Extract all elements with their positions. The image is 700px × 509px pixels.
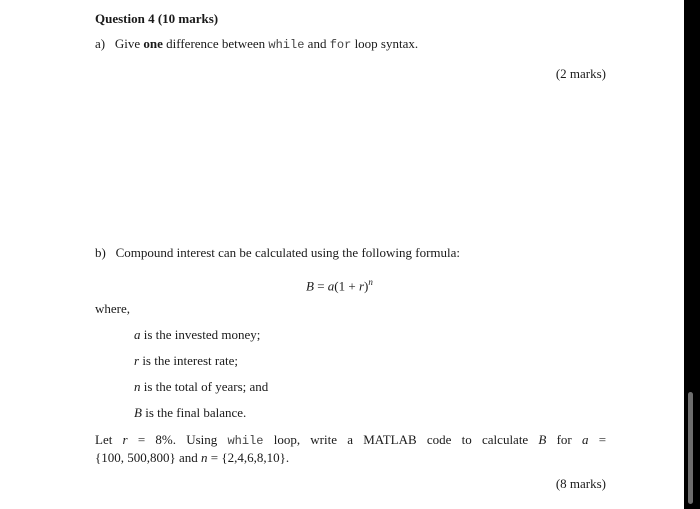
task-for: for bbox=[556, 432, 572, 447]
definition-b bbox=[134, 405, 246, 421]
part-a-label: a) bbox=[95, 36, 106, 51]
part-a-marks: (2 marks) bbox=[555, 66, 606, 81]
part-a-text-1: Give bbox=[114, 36, 141, 51]
formula-eq: = bbox=[317, 278, 325, 294]
task-a-var: a bbox=[581, 432, 589, 447]
definition-text: is the final balance. bbox=[145, 405, 247, 420]
definition-var: r bbox=[134, 353, 140, 368]
formula-close: ) bbox=[364, 278, 369, 294]
definition-a bbox=[134, 327, 260, 343]
part-b-marks: (8 marks) bbox=[555, 476, 606, 491]
definition-var: B bbox=[134, 405, 142, 420]
task-loop: loop, bbox=[273, 432, 301, 447]
task-a-set: {100, 500,800} bbox=[95, 450, 176, 465]
formula-exponent: n bbox=[368, 277, 373, 287]
formula-open: (1 + bbox=[334, 278, 359, 294]
task-w6: calculate bbox=[482, 432, 529, 447]
task-a-eq: = bbox=[598, 432, 607, 447]
part-b-question bbox=[95, 245, 460, 261]
definition-r bbox=[134, 353, 238, 369]
vertical-scrollbar[interactable] bbox=[688, 392, 693, 504]
part-b-label: b) bbox=[95, 245, 106, 260]
task-w3: MATLAB bbox=[363, 432, 417, 447]
part-a-text-3: and bbox=[307, 36, 327, 51]
formula-a: a bbox=[327, 278, 335, 294]
task-n-set: = {2,4,6,8,10}. bbox=[210, 450, 290, 465]
compound-interest-formula bbox=[306, 274, 373, 294]
part-b-intro: Compound interest can be calculated using the following formula: bbox=[115, 245, 461, 260]
definition-var: n bbox=[134, 379, 141, 394]
definition-text: is the total of years; and bbox=[143, 379, 269, 394]
part-a-emphasis: one bbox=[143, 36, 163, 51]
code-while-task: while bbox=[227, 434, 264, 448]
task-line-2 bbox=[95, 450, 289, 466]
formula-b: B bbox=[306, 278, 314, 294]
part-a-text-2: difference between bbox=[166, 36, 266, 51]
part-a-question bbox=[95, 36, 418, 53]
task-using: Using bbox=[186, 432, 218, 447]
code-while: while bbox=[268, 38, 305, 52]
task-and: and bbox=[178, 450, 198, 465]
task-w2: a bbox=[347, 432, 354, 447]
task-n-var: n bbox=[201, 450, 208, 465]
task-line-1 bbox=[95, 432, 606, 449]
task-r-val: = 8%. bbox=[137, 432, 176, 447]
definition-var: a bbox=[134, 327, 141, 342]
task-w1: write bbox=[310, 432, 338, 447]
definition-text: is the invested money; bbox=[143, 327, 261, 342]
task-w5: to bbox=[461, 432, 472, 447]
code-for: for bbox=[329, 38, 352, 52]
formula-r: r bbox=[358, 278, 365, 294]
where-label: where, bbox=[95, 301, 131, 316]
definition-text: is the interest rate; bbox=[142, 353, 238, 368]
part-a-text-4: loop syntax. bbox=[354, 36, 419, 51]
task-r-var: r bbox=[122, 432, 128, 447]
task-b-var: B bbox=[538, 432, 547, 447]
question-title: Question 4 (10 marks) bbox=[95, 11, 219, 26]
task-let: Let bbox=[95, 432, 113, 447]
definition-n bbox=[134, 379, 268, 395]
task-w4: code bbox=[426, 432, 452, 447]
